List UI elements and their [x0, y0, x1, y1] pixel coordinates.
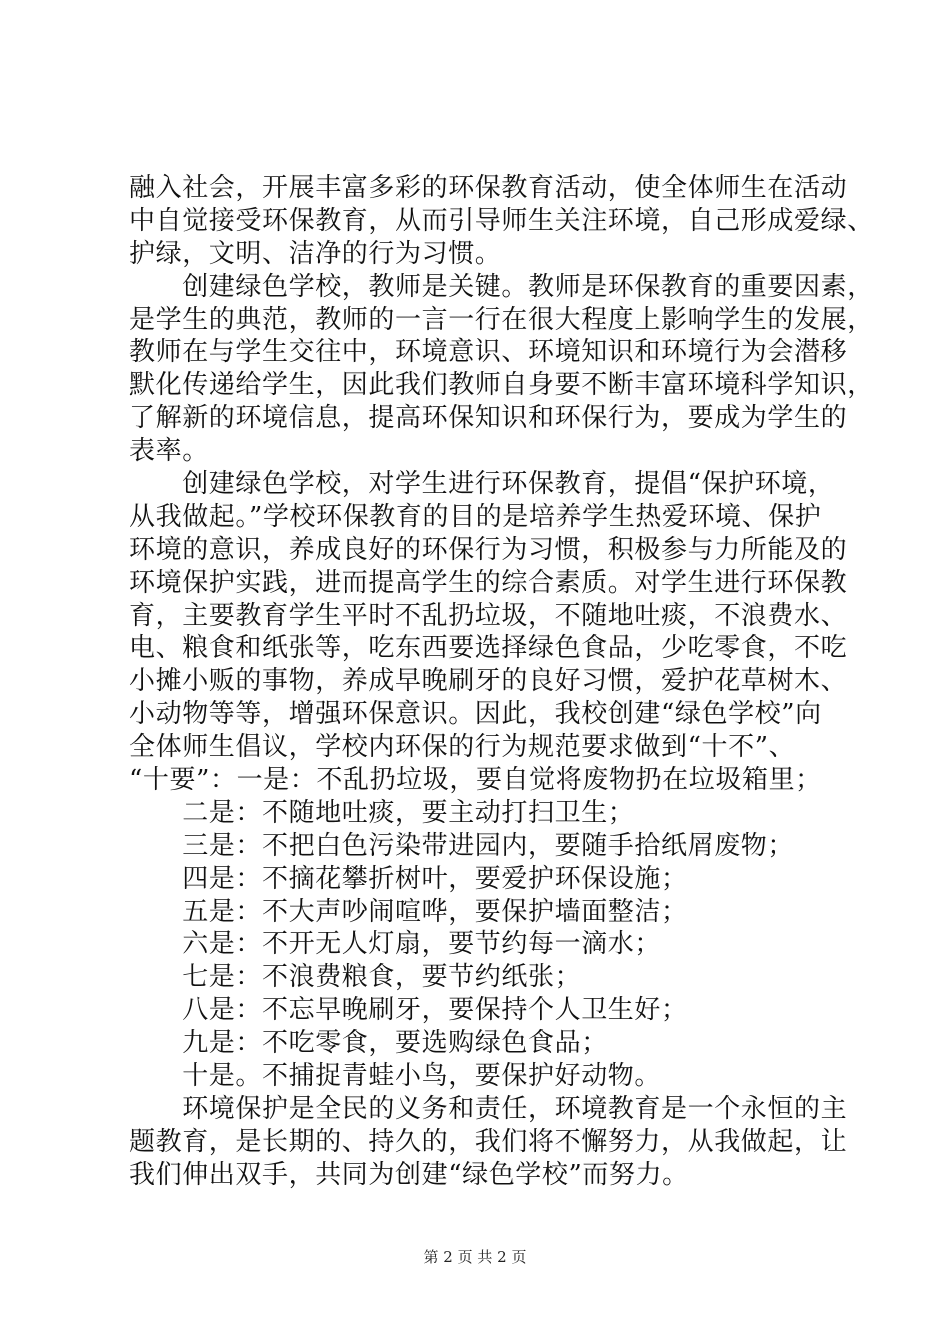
- text-line: 九是：不吃零食，要选购绿色食品；: [129, 1028, 608, 1059]
- text-line: 教师在与学生交往中，环境意识、环境知识和环境行为会潜移: [129, 337, 848, 368]
- text-line: 融入社会，开展丰富多彩的环保教育活动，使全体师生在活动: [129, 173, 848, 203]
- text-line: 护绿，文明、洁净的行为习惯。: [129, 238, 502, 269]
- text-line: 表率。: [129, 436, 209, 467]
- text-line: 电、粮食和纸张等，吃东西要选择绿色食品，少吃零食，不吃: [129, 633, 848, 664]
- text-line: 我们伸出双手，共同为创建“绿色学校”而努力。: [129, 1159, 689, 1190]
- text-line: 默化传递给学生，因此我们教师自身要不断丰富环境科学知识，: [129, 370, 874, 401]
- text-line: 十是。不捕捉青蛙小鸟，要保护好动物。: [129, 1061, 662, 1092]
- text-line: 全体师生倡议，学校内环保的行为规范要求做到“十不”、: [129, 732, 796, 763]
- text-line: 小动物等等，增强环保意识。因此，我校创建“绿色学校”向: [129, 699, 822, 730]
- text-line: 是学生的典范，教师的一言一行在很大程度上影响学生的发展，: [129, 304, 874, 335]
- text-line: 四是：不摘花攀折树叶，要爱护环保设施；: [129, 863, 688, 894]
- text-line: 创建绿色学校，教师是关键。教师是环保教育的重要因素，: [129, 271, 874, 302]
- text-line: 中自觉接受环保教育，从而引导师生关注环境，自己形成爱绿、: [129, 205, 874, 236]
- text-line: 环境保护实践，进而提高学生的综合素质。对学生进行环保教: [129, 567, 848, 598]
- page-number-footer: 第 2 页 共 2 页: [423, 1248, 527, 1266]
- text-line: 了解新的环境信息，提高环保知识和环保行为，要成为学生的: [129, 403, 848, 434]
- text-line: 七是：不浪费粮食，要节约纸张；: [129, 962, 582, 993]
- text-line: 五是：不大声吵闹喧哗，要保护墙面整洁；: [129, 896, 688, 927]
- text-line: “十要”：一是：不乱扔垃圾，要自觉将废物扔在垃圾箱里；: [129, 765, 822, 796]
- document-body: [129, 172, 874, 1192]
- text-line: 二是：不随地吐痰，要主动打扫卫生；: [129, 797, 635, 828]
- text-line: 三是：不把白色污染带进园内，要随手拾纸屑废物；: [129, 830, 795, 861]
- text-line: 从我做起。”学校环保教育的目的是培养学生热爱环境、保护: [129, 501, 822, 532]
- text-line: 创建绿色学校，对学生进行环保教育，提倡“保护环境，: [129, 469, 835, 500]
- text-line: 小摊小贩的事物，养成早晚刷牙的良好习惯，爱护花草树木、: [129, 666, 848, 697]
- text-line: 育，主要教育学生平时不乱扔垃圾，不随地吐痰，不浪费水、: [129, 600, 848, 631]
- text-line: 八是：不忘早晚刷牙，要保持个人卫生好；: [129, 995, 688, 1026]
- text-line: 题教育，是长期的、持久的，我们将不懈努力，从我做起，让: [129, 1126, 848, 1157]
- text-line: 环境保护是全民的义务和责任，环境教育是一个永恒的主: [129, 1093, 848, 1124]
- text-line: 六是：不开无人灯扇，要节约每一滴水；: [129, 929, 662, 960]
- text-line: 环境的意识，养成良好的环保行为习惯，积极参与力所能及的: [129, 534, 848, 565]
